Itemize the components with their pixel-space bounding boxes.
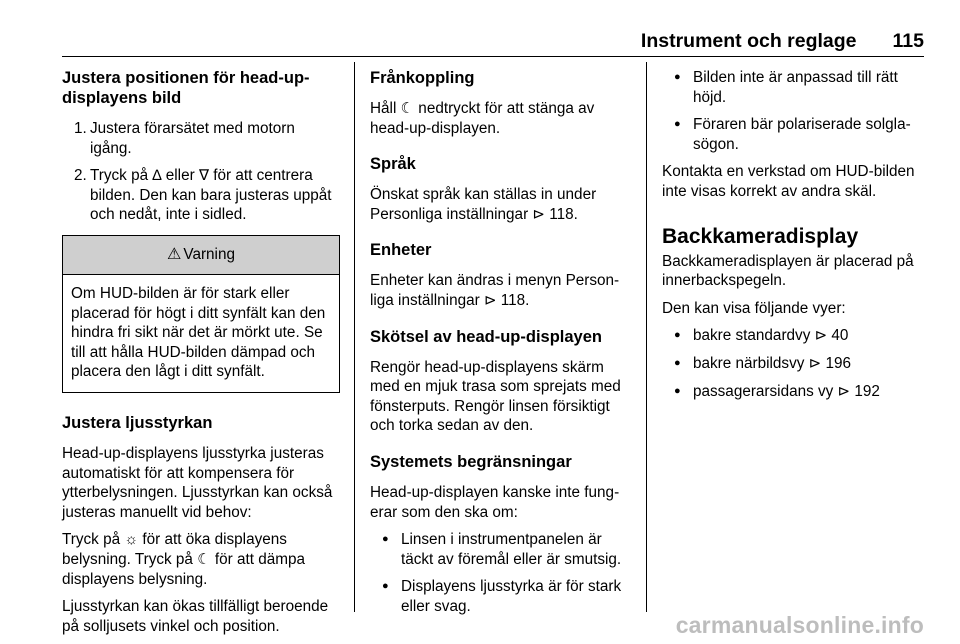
column-3 bbox=[662, 68, 927, 409]
heading-off: Frånkoppling bbox=[370, 69, 475, 87]
steps-list bbox=[62, 119, 340, 225]
text-span: nedtryckt för att stänga av head-up-displayen. bbox=[370, 100, 595, 137]
heading-position: Justera positionen för head-up-displayens bild bbox=[62, 69, 310, 107]
page-ref: 196 bbox=[821, 354, 851, 372]
heading-care: Skötsel av head-up-displayen bbox=[370, 327, 602, 346]
page-ref: 118. bbox=[545, 205, 578, 223]
warning-box bbox=[62, 235, 340, 393]
paragraph: Backkameradisplayen är placerad på innerbackspegeln. bbox=[662, 252, 914, 290]
page-ref-arrow-icon: ⊳ bbox=[837, 382, 851, 400]
step-text-mid: eller bbox=[161, 167, 199, 185]
list-item bbox=[662, 326, 927, 346]
page-ref-arrow-icon: ⊳ bbox=[483, 291, 497, 309]
paragraph bbox=[370, 99, 636, 138]
paragraph bbox=[370, 185, 636, 224]
heading-language: Språk bbox=[370, 155, 416, 174]
paragraph: Head-up-displayen kanske inte fungerar som den ska om: bbox=[370, 483, 620, 521]
text-span: Tryck på bbox=[62, 531, 125, 549]
page-ref-arrow-icon: ⊳ bbox=[808, 354, 822, 372]
list-item: ● Displayens ljusstyrka är för stark eller svag. bbox=[370, 577, 636, 616]
heading-limits: Systemets begränsningar bbox=[370, 452, 572, 471]
list-item: ● Bilden inte är anpassad till rätt höjd. bbox=[662, 68, 927, 107]
limits-list bbox=[370, 530, 636, 616]
paragraph: Rengör head-up-displayens skärm med en mjuk trasa som sprejats med fönsterputs. Rengör linsen försiktigt och torka sedan av den. bbox=[370, 358, 621, 435]
text-span: Önskat språk kan ställas in under Personliga inställningar bbox=[370, 186, 597, 223]
step-text-post: för att centrera bilden. Den kan bara justeras uppåt och nedåt, inte i sidled. bbox=[90, 167, 332, 224]
list-item bbox=[662, 354, 927, 374]
text-span: för att dämpa displayens belysning. bbox=[62, 550, 306, 588]
page-ref: 118. bbox=[496, 291, 530, 309]
column-divider-2 bbox=[646, 62, 647, 612]
warning-text: Om HUD-bilden är för stark eller placerad för högt i ditt synfält kan den hindra fri sikt när det är mörkt ute. Se till att hålla HUD-bilden dämpad och placera den lågt i ditt synfält. bbox=[71, 284, 326, 381]
step-item bbox=[62, 119, 340, 158]
list-item bbox=[662, 382, 927, 402]
page-ref-arrow-icon: ⊳ bbox=[532, 205, 545, 223]
column-divider-1 bbox=[354, 62, 355, 612]
text-span: Håll bbox=[370, 100, 401, 117]
views-list bbox=[662, 326, 927, 401]
list-item: ● Föraren bär polariserade solglasögon. bbox=[662, 115, 927, 154]
heading-camera: Backkameradisplay bbox=[662, 224, 859, 248]
paragraph: Kontakta en verkstad om HUD-bilden inte visas korrekt av andra skäl. bbox=[662, 163, 915, 200]
limits-list-continued bbox=[662, 68, 927, 154]
text-span: för att öka displayens belysning. Tryck på bbox=[62, 531, 287, 568]
step-item bbox=[62, 166, 340, 225]
step-text-pre: Tryck på bbox=[90, 167, 153, 185]
page-ref-arrow-icon: ⊳ bbox=[814, 327, 828, 345]
header-rule bbox=[62, 56, 924, 57]
warning-header bbox=[63, 236, 339, 275]
page-ref: 192 bbox=[850, 382, 880, 400]
sun-icon: ☼ bbox=[124, 531, 139, 549]
step-text: Justera förarsätet med motorn igång. bbox=[90, 120, 295, 157]
paragraph: Head-up-displayens ljusstyrka justeras automatiskt för att kompensera för ytterbelysningen. Ljusstyrkan kan också justeras manuellt vid behov: bbox=[62, 444, 333, 521]
heading-units: Enheter bbox=[370, 241, 432, 260]
down-triangle-icon: ∇ bbox=[198, 167, 209, 185]
moon-icon: ☾ bbox=[400, 100, 415, 117]
text-span: passagerarsidans vy bbox=[693, 382, 838, 400]
paragraph: Den kan visa följande vyer: bbox=[662, 299, 846, 317]
section-title: Instrument och reglage bbox=[640, 30, 857, 52]
warning-icon: ⚠ bbox=[167, 245, 182, 263]
warning-title: Varning bbox=[183, 245, 235, 263]
paragraph bbox=[62, 530, 340, 589]
text-span: bakre närbildsvy bbox=[693, 354, 809, 372]
up-triangle-icon: ∆ bbox=[152, 167, 162, 185]
heading-brightness: Justera ljusstyrkan bbox=[62, 413, 213, 432]
text-span: bakre standardvy bbox=[693, 327, 815, 345]
watermark: carmanualsonline.info bbox=[675, 612, 924, 638]
column-1 bbox=[62, 68, 340, 644]
step-number: 2. bbox=[74, 167, 87, 185]
step-number: 1. bbox=[74, 120, 87, 137]
page-number: 115 bbox=[892, 30, 924, 52]
column-2 bbox=[370, 68, 636, 625]
text-span: Enheter kan ändras i menyn Personliga inställningar bbox=[370, 272, 620, 309]
paragraph bbox=[370, 271, 636, 310]
page-ref: 40 bbox=[827, 327, 849, 345]
page-header bbox=[641, 30, 924, 53]
paragraph: Ljusstyrkan kan ökas tillfälligt beroende på solljusets vinkel och position. bbox=[62, 598, 329, 635]
moon-icon: ☾ bbox=[197, 550, 211, 568]
list-item: ● Linsen i instrumentpanelen är täckt av föremål eller är smutsig. bbox=[370, 530, 636, 569]
